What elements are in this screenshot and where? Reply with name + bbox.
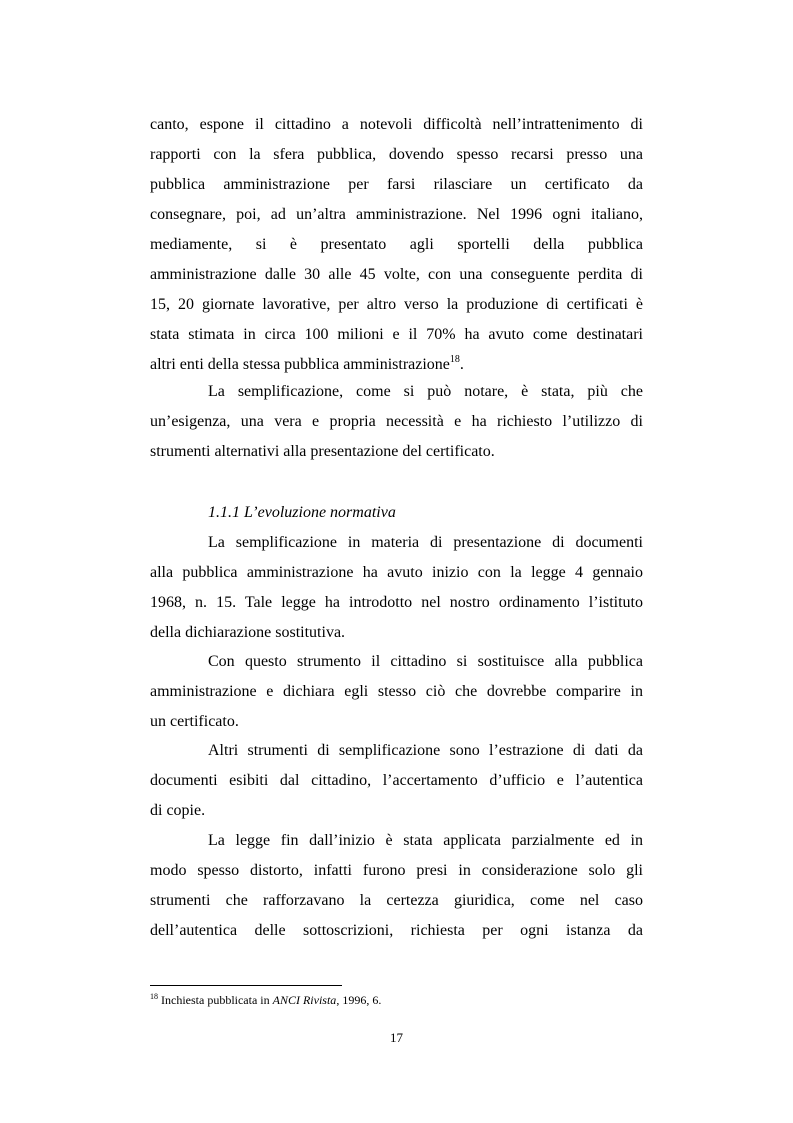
- text-line: consegnare, poi, ad un’altra amministrazione. Nel 1996 ogni italiano,: [150, 206, 643, 223]
- text-line: un certificato.: [150, 713, 239, 730]
- footnote-source: ANCI Rivista: [272, 993, 337, 1007]
- footnote-separator: [150, 985, 342, 986]
- footnote-citation: , 1996, 6.: [336, 993, 382, 1007]
- paragraph-5: [150, 736, 643, 826]
- text-line: strumenti alternativi alla presentazione del certificato.: [150, 443, 495, 460]
- paragraph-6: [150, 826, 643, 946]
- paragraph-3: [150, 528, 643, 648]
- footnote-text: Inchiesta pubblicata in: [158, 993, 273, 1007]
- text-line-with-footnote: [150, 350, 643, 380]
- footnote: [150, 990, 381, 1010]
- text-line: strumenti che rafforzavano la certezza giuridica, come nel caso: [150, 892, 643, 909]
- footnote-reference[interactable]: 18: [449, 354, 460, 365]
- text-line: 15, 20 giornate lavorative, per altro verso la produzione di certificati è: [150, 296, 643, 313]
- section-heading-text: 1.1.1 L’evoluzione normativa: [208, 504, 396, 521]
- text-line: documenti esibiti dal cittadino, l’accertamento d’ufficio e l’autentica: [150, 772, 643, 789]
- page-number: 17: [390, 1030, 403, 1045]
- text-line: alla pubblica amministrazione ha avuto inizio con la legge 4 gennaio: [150, 564, 643, 581]
- sentence-end: .: [459, 356, 464, 373]
- paragraph-4: [150, 647, 643, 737]
- text-line: canto, espone il cittadino a notevoli difficoltà nell’intrattenimento di: [150, 116, 643, 133]
- text-line: stata stimata in circa 100 milioni e il 70% ha avuto come destinatari: [150, 326, 643, 343]
- text-line: Altri strumenti di semplificazione sono l’estrazione di dati da: [208, 742, 643, 759]
- text-line: amministrazione e dichiara egli stesso ciò che dovrebbe comparire in: [150, 683, 643, 700]
- text-line: mediamente, si è presentato agli sportelli della pubblica: [150, 236, 643, 253]
- text-line: 1968, n. 15. Tale legge ha introdotto nel nostro ordinamento l’istituto: [150, 594, 643, 611]
- text-line: modo spesso distorto, infatti furono presi in considerazione solo gli: [150, 862, 643, 879]
- section-heading: [150, 498, 643, 528]
- text-line: rapporti con la sfera pubblica, dovendo spesso recarsi presso una: [150, 146, 643, 163]
- text-line: La semplificazione, come si può notare, è stata, più che: [208, 383, 643, 400]
- text-line: La semplificazione in materia di presentazione di documenti: [208, 534, 643, 551]
- text-line: un’esigenza, una vera e propria necessità e ha richiesto l’utilizzo di: [150, 413, 643, 430]
- text-line: amministrazione dalle 30 alle 45 volte, con una conseguente perdita di: [150, 266, 643, 283]
- text-line: Con questo strumento il cittadino si sostituisce alla pubblica: [208, 653, 643, 670]
- text-fragment: altri enti della stessa pubblica amministrazione: [150, 356, 450, 373]
- text-line: La legge fin dall’inizio è stata applicata parzialmente ed in: [208, 832, 643, 849]
- text-line: dell’autentica delle sottoscrizioni, richiesta per ogni istanza da: [150, 922, 643, 939]
- text-line: della dichiarazione sostitutiva.: [150, 624, 346, 641]
- paragraph-1: [150, 110, 643, 380]
- footnote-number: 18: [150, 992, 158, 1001]
- text-line: pubblica amministrazione per farsi rilasciare un certificato da: [150, 176, 643, 193]
- text-line: di copie.: [150, 802, 206, 819]
- paragraph-2: [150, 377, 643, 467]
